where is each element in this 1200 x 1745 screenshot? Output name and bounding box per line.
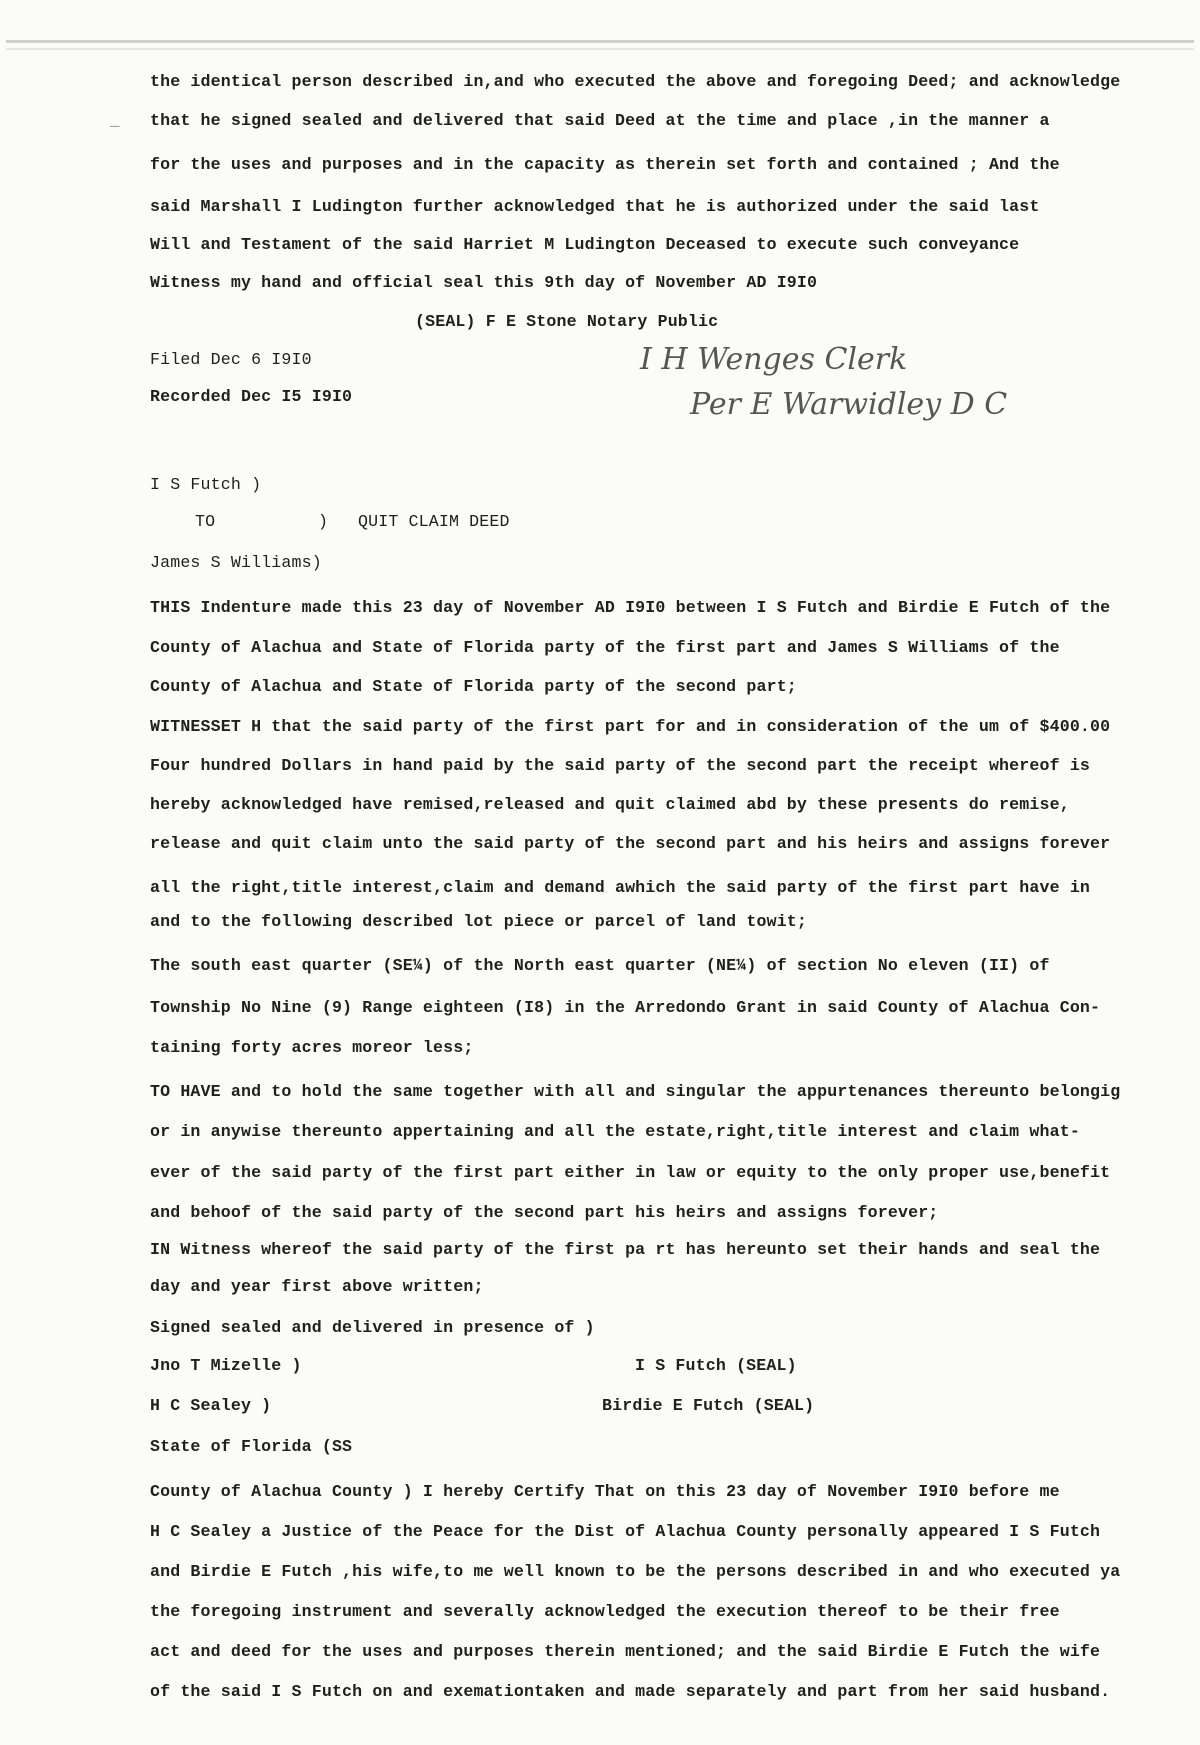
text-line-22: The south east quarter (SE¼) of the North east quarter (NE¼) of section No eleven (II) of bbox=[150, 956, 1050, 975]
text-line-18: hereby acknowledged have remised,released and quit claimed abd by these presents do remise, bbox=[150, 795, 1070, 814]
text-line-17: Four hundred Dollars in hand paid by the said party of the second part the receipt whereof is bbox=[150, 756, 1091, 775]
text-line-25: TO HAVE and to hold the same together with all and singular the appurtenances thereunto belongig bbox=[150, 1082, 1121, 1101]
clerk-signature: I H Wenges Clerk bbox=[640, 342, 908, 377]
text-line-24: taining forty acres moreor less; bbox=[150, 1038, 474, 1057]
margin-mark: _ bbox=[110, 112, 120, 130]
text-line-34: State of Florida (SS bbox=[150, 1437, 353, 1456]
text-line-3: for the uses and purposes and in the capacity as therein set forth and contained ; And the bbox=[150, 155, 1060, 174]
text-line-14: County of Alachua and State of Florida party of the first part and James S Williams of the bbox=[150, 638, 1060, 657]
text-line-6: Witness my hand and official seal this 9th day of November AD I9I0 bbox=[150, 273, 818, 292]
grantee-heading: James S Williams) bbox=[150, 553, 322, 572]
text-line-30: day and year first above written; bbox=[150, 1277, 484, 1296]
text-line-19: release and quit claim unto the said party of the second part and his heirs and assigns forever bbox=[150, 834, 1111, 853]
text-line-37: and Birdie E Futch ,his wife,to me well known to be the persons described in and who executed ya bbox=[150, 1562, 1121, 1581]
text-line-31: Signed sealed and delivered in presence of ) bbox=[150, 1318, 595, 1337]
text-line-1: the identical person described in,and who executed the above and foregoing Deed; and acknowledge bbox=[150, 72, 1121, 91]
text-line-15: County of Alachua and State of Florida party of the second part; bbox=[150, 677, 797, 696]
text-line-27: ever of the said party of the first part either in law or equity to the only proper use,benefit bbox=[150, 1163, 1111, 1182]
deputy-clerk-signature: Per E Warwidley D C bbox=[690, 387, 1008, 422]
text-line-26: or in anywise thereunto appertaining and all the estate,right,title interest and claim what- bbox=[150, 1122, 1080, 1141]
deed-title: QUIT CLAIM DEED bbox=[358, 512, 510, 531]
text-line-21: and to the following described lot piece or parcel of land towit; bbox=[150, 912, 808, 931]
text-line-29: IN Witness whereof the said party of the first pa rt has hereunto set their hands and seal the bbox=[150, 1240, 1101, 1259]
recorded-date: Recorded Dec I5 I9I0 bbox=[150, 387, 353, 406]
to-heading: TO bbox=[195, 512, 216, 531]
witness-2: H C Sealey ) bbox=[150, 1396, 272, 1415]
grantor-2-signature: Birdie E Futch (SEAL) bbox=[602, 1396, 815, 1415]
text-line-5: Will and Testament of the said Harriet M Ludington Deceased to execute such conveyance bbox=[150, 235, 1020, 254]
text-line-39: act and deed for the uses and purposes therein mentioned; and the said Birdie E Futch the wife bbox=[150, 1642, 1101, 1661]
text-line-36: H C Sealey a Justice of the Peace for the Dist of Alachua County personally appeared I S Futch bbox=[150, 1522, 1101, 1541]
grantor-1-signature: I S Futch (SEAL) bbox=[635, 1356, 797, 1375]
to-bracket: ) bbox=[318, 512, 329, 531]
text-line-40: of the said I S Futch on and exemationtaken and made separately and part from her said husband. bbox=[150, 1682, 1111, 1701]
text-line-16: WITNESSET H that the said party of the first part for and in consideration of the um of $400.00 bbox=[150, 717, 1111, 736]
text-line-28: and behoof of the said party of the second part his heirs and assigns forever; bbox=[150, 1203, 939, 1222]
witness-1: Jno T Mizelle ) bbox=[150, 1356, 302, 1375]
notary-seal-line: (SEAL) F E Stone Notary Public bbox=[415, 312, 719, 331]
grantor-heading: I S Futch ) bbox=[150, 475, 262, 494]
text-line-2: that he signed sealed and delivered that said Deed at the time and place ,in the manner a bbox=[150, 111, 1050, 130]
page-top-rule bbox=[6, 40, 1194, 50]
text-line-38: the foregoing instrument and severally acknowledged the execution thereof to be their free bbox=[150, 1602, 1060, 1621]
filed-date: Filed Dec 6 I9I0 bbox=[150, 350, 312, 369]
text-line-13: THIS Indenture made this 23 day of November AD I9I0 between I S Futch and Birdie E Futch of the bbox=[150, 598, 1111, 617]
text-line-35: County of Alachua County ) I hereby Certify That on this 23 day of November I9I0 before me bbox=[150, 1482, 1060, 1501]
text-line-23: Township No Nine (9) Range eighteen (I8) in the Arredondo Grant in said County of Alachua Con- bbox=[150, 998, 1101, 1017]
text-line-4: said Marshall I Ludington further acknowledged that he is authorized under the said last bbox=[150, 197, 1040, 216]
text-line-20: all the right,title interest,claim and demand awhich the said party of the first part have in bbox=[150, 878, 1091, 897]
